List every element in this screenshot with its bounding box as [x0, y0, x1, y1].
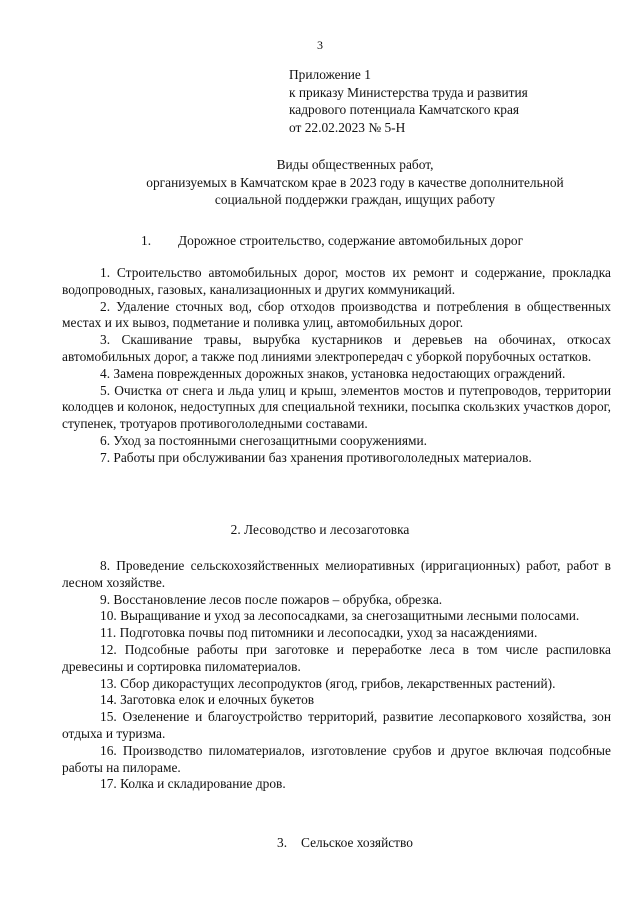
list-item: 11. Подготовка почвы под питомники и лесопосадки, уход за насаждениями. [100, 625, 538, 641]
section-2-title: 2. Лесоводство и лесозаготовка [230, 522, 410, 537]
list-item: 15. Озеленение и благоустройство территорий, развитие лесопаркового хозяйства, зон отдыха и туризма. [62, 709, 611, 741]
appendix-line-1: Приложение 1 [289, 67, 371, 82]
list-item: 3. Скашивание травы, вырубка кустарников и деревьев на обочинах, откосах автомобильных дорог, а также под линиями электропередач с уборкой порубочных остатков. [62, 332, 611, 364]
section-1-number: 1. [141, 233, 152, 248]
section-3-title: Сельское хозяйство [301, 835, 413, 850]
appendix-line-3: кадрового потенциала Камчатского края [289, 102, 520, 117]
list-item: 17. Колка и складирование дров. [100, 776, 286, 792]
section-2-items [62, 558, 611, 793]
title-line-2: организуемых в Камчатском крае в 2023 году в качестве дополнительной [146, 174, 564, 190]
document-title [100, 156, 610, 209]
list-item: 4. Замена поврежденных дорожных знаков, установка недостающих ограждений. [100, 365, 566, 381]
list-item: 12. Подсобные работы при заготовке и переработке леса в том числе распиловка древесины и сортировка пиломатериалов. [62, 641, 611, 674]
section-1-items [62, 265, 611, 467]
page-number: 3 [317, 38, 323, 52]
section-3-number: 3. [277, 835, 288, 850]
appendix-header [289, 66, 528, 136]
section-1-title: Дорожное строительство, содержание автомобильных дорог [178, 233, 524, 248]
list-item: 6. Уход за постоянными снегозащитными сооружениями. [100, 432, 427, 448]
list-item: 1. Строительство автомобильных дорог, мостов их ремонт и содержание, прокладка водопроводных, газовых, канализационных и других коммуникаций. [62, 265, 611, 297]
list-item: 7. Работы при обслуживании баз хранения противогололедных материалов. [100, 449, 532, 465]
list-item: 13. Сбор дикорастущих лесопродуктов (ягод, грибов, лекарственных растений). [100, 675, 556, 691]
list-item: 9. Восстановление лесов после пожаров – обрубка, обрезка. [100, 591, 443, 607]
list-item: 8. Проведение сельскохозяйственных мелиоративных (ирригационных) работ, работ в лесном хозяйстве. [62, 558, 611, 590]
list-item: 10. Выращивание и уход за лесопосадками, за снегозащитными лесными полосами. [100, 608, 580, 624]
title-line-3: социальной поддержки граждан, ищущих работу [214, 192, 496, 207]
title-line-1: Виды общественных работ, [276, 157, 434, 172]
list-item: 16. Производство пиломатериалов, изготовление срубов и другое включая подсобные работы на пилораме. [62, 742, 611, 775]
list-item: 14. Заготовка елок и елочных букетов [100, 692, 315, 708]
appendix-line-2: к приказу Министерства труда и развития [289, 84, 528, 100]
list-item: 5. Очистка от снега и льда улиц и крыш, элементов мостов и путепроводов, территории колодцев и колонок, недоступных для специальной техники, посыпка скользких участков дорог, ступенек, тротуаров противогололедными составами. [62, 382, 611, 432]
appendix-line-4: от 22.02.2023 № 5-Н [289, 119, 406, 135]
list-item: 2. Удаление сточных вод, сбор отходов производства и потребления в общественных местах и их вывоз, подметание и поливка улиц, автомобильных дорог. [62, 298, 611, 331]
